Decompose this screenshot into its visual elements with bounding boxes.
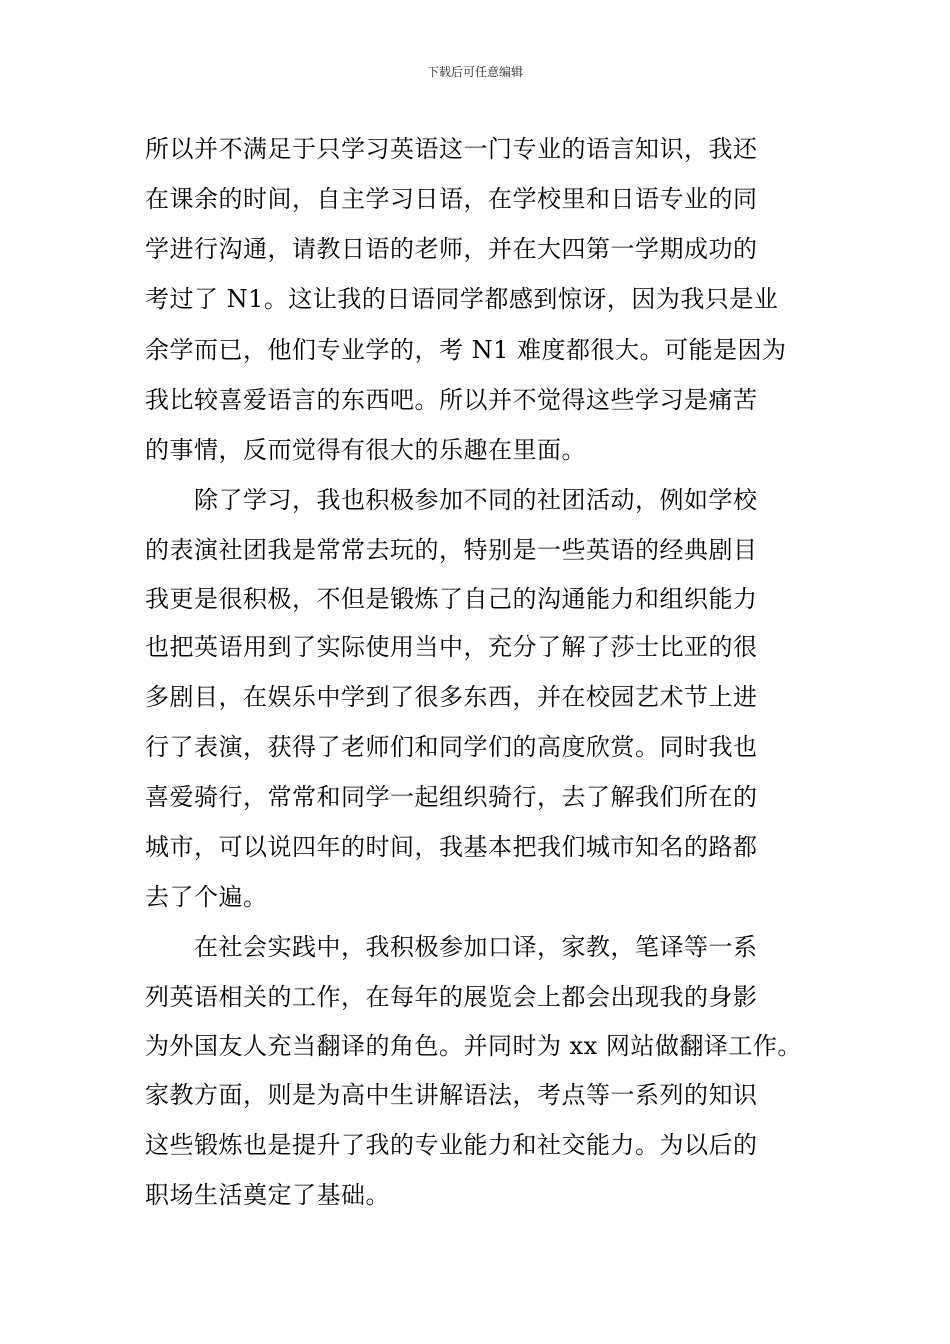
text-line: 行了表演，获得了老师们和同学们的高度欣赏。同时我也 — [145, 733, 758, 761]
text-line: 家教方面，则是为高中生讲解语法，考点等一系列的知识 — [145, 1081, 758, 1109]
text-line: 喜爱骑行，常常和同学一起组织骑行，去了解我们所在的 — [145, 783, 758, 811]
text-line: 多剧目，在娱乐中学到了很多东西，并在校园艺术节上进 — [145, 683, 758, 711]
text-line: 的表演社团我是常常去玩的，特别是一些英语的经典剧目 — [145, 536, 758, 564]
text-line: 为外国友人充当翻译的角色。并同时为 xx 网站做翻译工作。 — [145, 1032, 802, 1060]
page-header: 下载后可任意编辑 — [426, 65, 523, 79]
text-line: 去了个遍。 — [145, 883, 268, 911]
text-line: 除了学习，我也积极参加不同的社团活动，例如学校 — [145, 486, 758, 514]
text-line: 在社会实践中，我积极参加口译，家教，笔译等一系 — [145, 933, 758, 961]
text-line: 余学而已，他们专业学的，考 N1 难度都很大。可能是因为 — [145, 336, 787, 364]
text-line: 列英语相关的工作，在每年的展览会上都会出现我的身影 — [145, 983, 758, 1011]
text-line: 所以并不满足于只学习英语这一门专业的语言知识，我还 — [145, 135, 758, 163]
text-line: 这些锻炼也是提升了我的专业能力和社交能力。为以后的 — [145, 1131, 758, 1159]
text-line: 考过了 N1。这让我的日语同学都感到惊讶，因为我只是业 — [145, 285, 779, 313]
text-line: 的事情，反而觉得有很大的乐趣在里面。 — [145, 436, 586, 464]
text-line: 学进行沟通，请教日语的老师，并在大四第一学期成功的 — [145, 235, 758, 263]
text-line: 职场生活奠定了基础。 — [145, 1181, 390, 1209]
text-line: 在课余的时间，自主学习日语，在学校里和日语专业的同 — [145, 185, 758, 213]
text-line: 也把英语用到了实际使用当中，充分了解了莎士比亚的很 — [145, 633, 758, 661]
text-line: 城市，可以说四年的时间，我基本把我们城市知名的路都 — [145, 833, 758, 861]
text-line: 我比较喜爱语言的东西吧。所以并不觉得这些学习是痛苦 — [145, 386, 758, 414]
text-line: 我更是很积极，不但是锻炼了自己的沟通能力和组织能力 — [145, 585, 758, 613]
